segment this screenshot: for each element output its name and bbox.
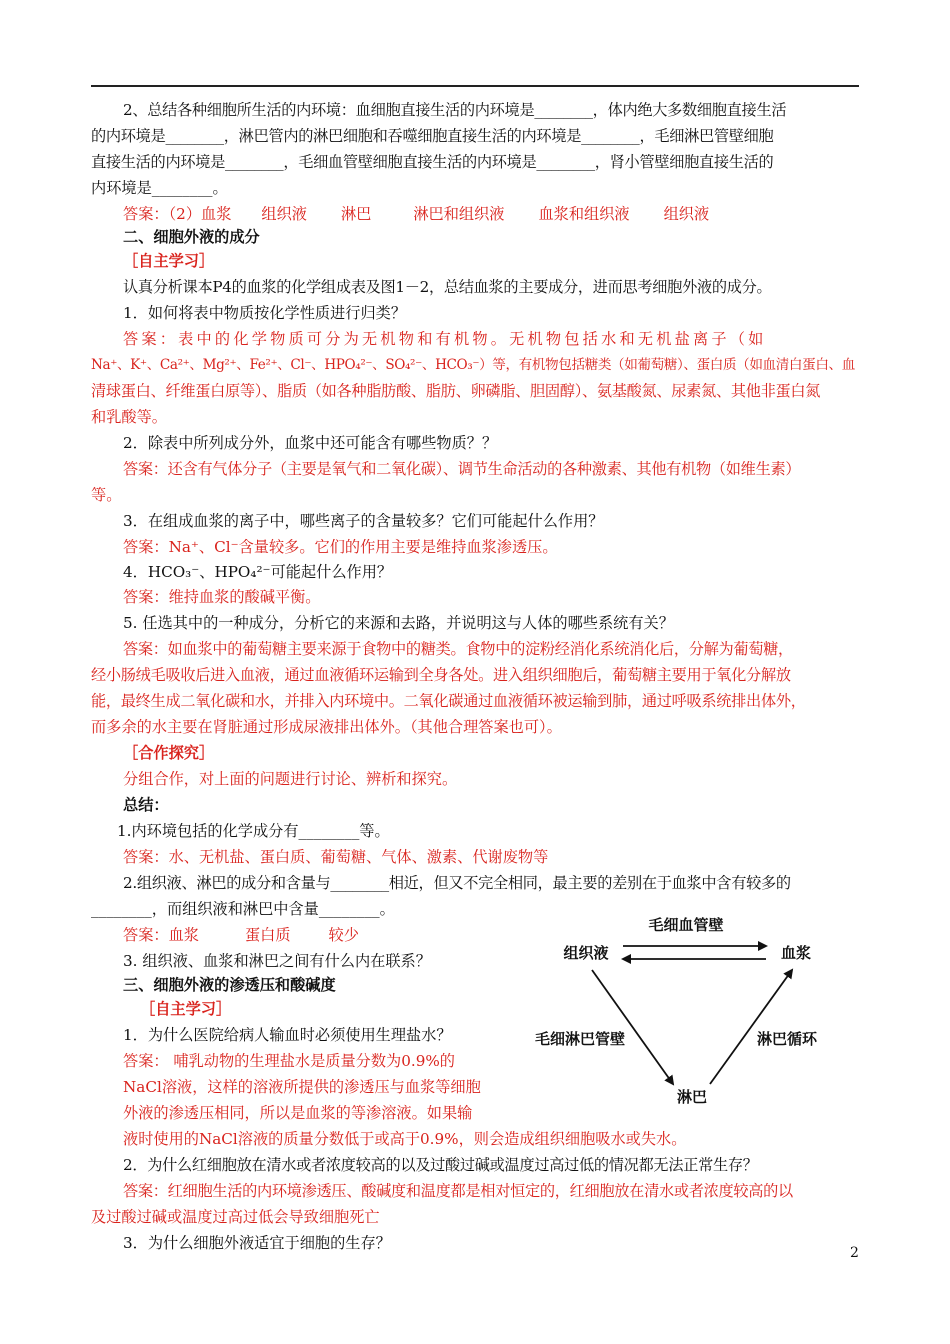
arrow-lymph-to-plasma (710, 970, 792, 1084)
summary-item-2-line-2: ________，而组织液和淋巴中含量________。 (91, 900, 395, 918)
diagram-left-edge-label: 毛细淋巴管壁 (534, 1030, 626, 1048)
answer-3: 答案：Na⁺、Cl⁻含量较多。它们的作用主要是维持血浆渗透压。 (123, 538, 558, 556)
diagram-right-edge-label: 淋巴循环 (756, 1030, 818, 1048)
answer-1-line-4: 和乳酸等。 (91, 408, 167, 426)
q2-line-4: 内环境是________。 (91, 179, 228, 197)
answer-5-line-2: 经小肠绒毛吸收后进入血液，通过血液循环运输到全身各处。进入组织细胞后，葡萄糖主要用于氧化分解放 (91, 666, 791, 684)
page-number: 2 (850, 1245, 859, 1261)
answer-5-line-1: 答案：如血浆中的葡萄糖主要来源于食物中的糖类。食物中的淀粉经消化系统消化后，分解为葡萄糖， (123, 640, 793, 658)
q2-line-2: 的内环境是________，淋巴管内的淋巴细胞和吞噬细胞直接生活的内环境是________，毛细淋巴管壁细胞 (91, 127, 774, 145)
answer-item: 淋巴 (340, 205, 372, 223)
question-3: 3．在组成血浆的离子中，哪些离子的含量较多？它们可能起什么作用？ (123, 512, 604, 530)
question-2: 2．除表中所列成分外，血浆中还可能含有哪些物质？？ (123, 434, 498, 452)
section3-answer-1-line-4: 液时使用的NaCl溶液的质量分数低于或高于0.9%，则会造成组织细胞吸水或失水。 (123, 1130, 687, 1148)
section2-heading: 二、细胞外液的成分 (123, 228, 260, 246)
q2-line-3: 直接生活的内环境是________，毛细血管壁细胞直接生活的内环境是________，肾小管壁细胞直接生活的 (91, 153, 774, 171)
summary-label: 总结： (123, 796, 169, 814)
section3-answer-2-line-1: 答案：红细胞生活的内环境渗透压、酸碱度和温度都是相对恒定的，红细胞放在清水或者浓度较高的以 (123, 1182, 793, 1200)
answer-item: 血浆和组织液 (538, 205, 630, 223)
summary-answer-1: 答案：水、无机盐、蛋白质、葡萄糖、气体、激素、代谢废物等 (123, 848, 549, 866)
answer-4: 答案：维持血浆的酸碱平衡。 (123, 588, 321, 606)
section3-question-3: 3．为什么细胞外液适宜于细胞的生存？ (123, 1234, 391, 1252)
coop-text: 分组合作，对上面的问题进行讨论、辨析和探究。 (123, 770, 458, 788)
section3-heading: 三、细胞外液的渗透压和酸碱度 (123, 976, 336, 994)
summary-item-2-line-1: 2.组织液、淋巴的成分和含量与________相近，但又不完全相同，最主要的差别在于血浆中含有较多的 (123, 874, 791, 892)
summary-item-3: 3. 组织液、血浆和淋巴之间有什么内在联系？ (123, 952, 431, 970)
answer-item: 蛋白质 (244, 926, 291, 944)
diagram-node-lymph: 淋巴 (676, 1088, 708, 1106)
section3-answer-2-line-2: 及过酸过碱或温度过高过低会导致细胞死亡 (91, 1208, 380, 1226)
answer-2-line-1: 答案：还含有气体分子（主要是氧气和二氧化碳）、调节生命活动的各种激素、其他有机物（如维生素） (123, 460, 801, 478)
answer-item: 较少 (328, 926, 359, 944)
section3-answer-1-line-1: 答案： 哺乳动物的生理盐水是质量分数为0.9%的 (123, 1052, 455, 1070)
answer-1-line-3: 清球蛋白、纤维蛋白原等）、脂质（如各种脂肪酸、脂肪、卵磷脂、胆固醇）、氨基酸氮、尿素氮、其他非蛋白氮 (91, 382, 821, 400)
intro-text: 认真分析课本P4的血浆的化学组成表及图1－2，总结血浆的主要成分，进而思考细胞外液的成分。 (123, 278, 772, 296)
diagram-top-label: 毛细血管壁 (648, 916, 724, 934)
answer-item: 组织液 (663, 205, 710, 223)
fluid-relationship-diagram (528, 908, 858, 1113)
header-rule (91, 85, 859, 87)
section3-answer-1-line-2: NaCl溶液，这样的溶液所提供的渗透压与血浆等细胞 (123, 1078, 481, 1096)
q2-line-1: 2、总结各种细胞所生活的内环境：血细胞直接生活的内环境是________，体内绝大多数细胞直接生活 (123, 101, 787, 119)
answer-prefix: 答案：血浆 (123, 926, 199, 944)
section3-self-study-label: ［自主学习］ (140, 1000, 232, 1018)
answer-5-line-3: 能，最终生成二氧化碳和水，并排入内环境中。二氧化碳通过血液循环被运输到肺，通过呼吸系统排出体外， (91, 692, 806, 710)
answer-2-line-2: 等。 (91, 486, 122, 504)
answer-1-line-1: 答案：表中的化学物质可分为无机物和有机物。无机物包括水和无机盐离子（如 (123, 330, 767, 348)
question-4: 4．HCO₃⁻、HPO₄²⁻可能起什么作用？ (123, 563, 393, 581)
diagram-node-plasma: 血浆 (780, 944, 812, 962)
self-study-label: ［自主学习］ (123, 252, 215, 270)
summary-answer-2 (123, 922, 359, 948)
section3-question-2: 2．为什么红细胞放在清水或者浓度较高的以及过酸过碱或温度过高过低的情况都无法正常生存？ (123, 1156, 758, 1174)
question-5: 5. 任选其中的一种成分，分析它的来源和去路，并说明这与人体的哪些系统有关？ (123, 614, 674, 632)
diagram-node-tissue-fluid: 组织液 (563, 944, 609, 962)
question-1: 1．如何将表中物质按化学性质进行归类？ (123, 304, 407, 322)
coop-label: ［合作探究］ (123, 744, 215, 762)
answer-item: 淋巴和组织液 (413, 205, 505, 223)
section3-answer-1-line-3: 外液的渗透压相同，所以是血浆的等渗溶液。如果输 (123, 1104, 473, 1122)
section3-question-1: 1．为什么医院给病人输血时必须使用生理盐水？ (123, 1026, 452, 1044)
answer-1-line-2: Na⁺、K⁺、Ca²⁺、Mg²⁺、Fe²⁺、Cl⁻、HPO₄²⁻、SO₄²⁻、HCO₃⁻）等，有机物包括糖类（如葡萄糖）、蛋白质（如血清白蛋白、血 (91, 357, 855, 373)
answer-5-line-4: 而多余的水主要在肾脏通过形成尿液排出体外。（其他合理答案也可）。 (91, 718, 562, 736)
summary-item-1: 1.内环境包括的化学成分有________等。 (117, 822, 390, 840)
answer-item: 组织液 (261, 205, 307, 223)
arrow-to-lymph (592, 970, 673, 1084)
answer-prefix: 答案：（2）血浆 (123, 205, 232, 223)
